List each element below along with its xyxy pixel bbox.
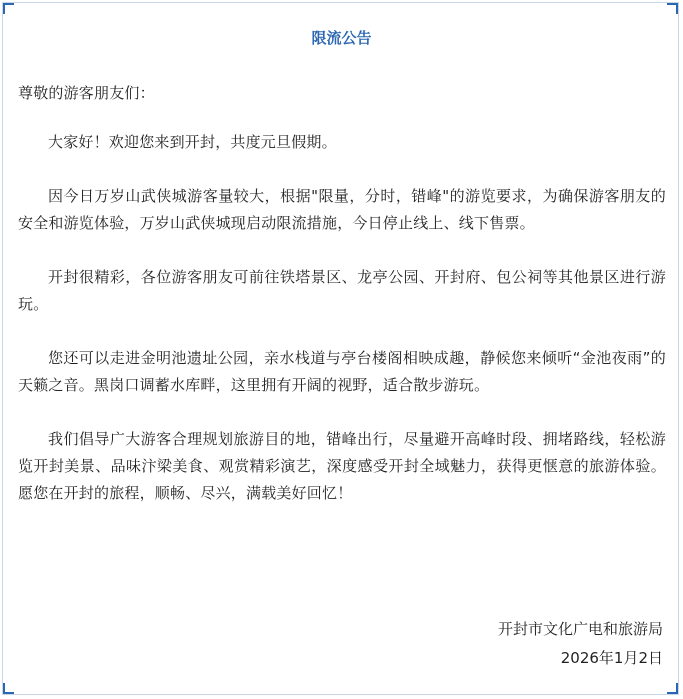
corner-ornament-icon — [3, 682, 15, 694]
paragraph-jinmingchi: 您还可以走进金明池遗址公园，亲水栈道与亭台楼阁相映成趣，静候您来倾听“金池夜雨”的天籁之音。黑岗口调蓄水库畔，这里拥有开阔的视野，适合散步游玩。 — [18, 349, 666, 394]
paragraph-alternatives: 开封很精彩，各位游客朋友可前往铁塔景区、龙亭公园、开封府、包公祠等其他景区进行游玩。 — [18, 268, 666, 313]
signature-block — [498, 615, 663, 673]
corner-ornament-icon — [666, 3, 678, 15]
issuer-name: 开封市文化广电和旅游局 — [497, 620, 663, 638]
paragraph-restriction: 因今日万岁山武侠城游客量较大，根据"限量，分时，错峰"的游览要求，为确保游客朋友的安全和游览体验，万岁山武侠城现启动限流措施，今日停止线上、线下售票。 — [18, 187, 666, 232]
corner-ornament-icon — [3, 3, 15, 15]
corner-ornament-icon — [666, 682, 678, 694]
issue-date: 2026年1月2日 — [560, 649, 663, 667]
greeting: 尊敬的游客朋友们： — [18, 84, 155, 102]
notice-title: 限流公告 — [311, 29, 372, 47]
notice-body — [18, 80, 666, 534]
paragraph-welcome: 大家好！欢迎您来到开封，共度元旦假期。 — [48, 133, 337, 151]
paragraph-advice: 我们倡导广大游客合理规划旅游目的地，错峰出行，尽量避开高峰时段、拥堵路线，轻松游览开封美景、品味汴梁美食、观赏精彩演艺，深度感受开封全域魅力，获得更惬意的旅游体验。愿您在开封的旅程，顺畅、尽兴，满载美好回忆！ — [18, 430, 666, 502]
